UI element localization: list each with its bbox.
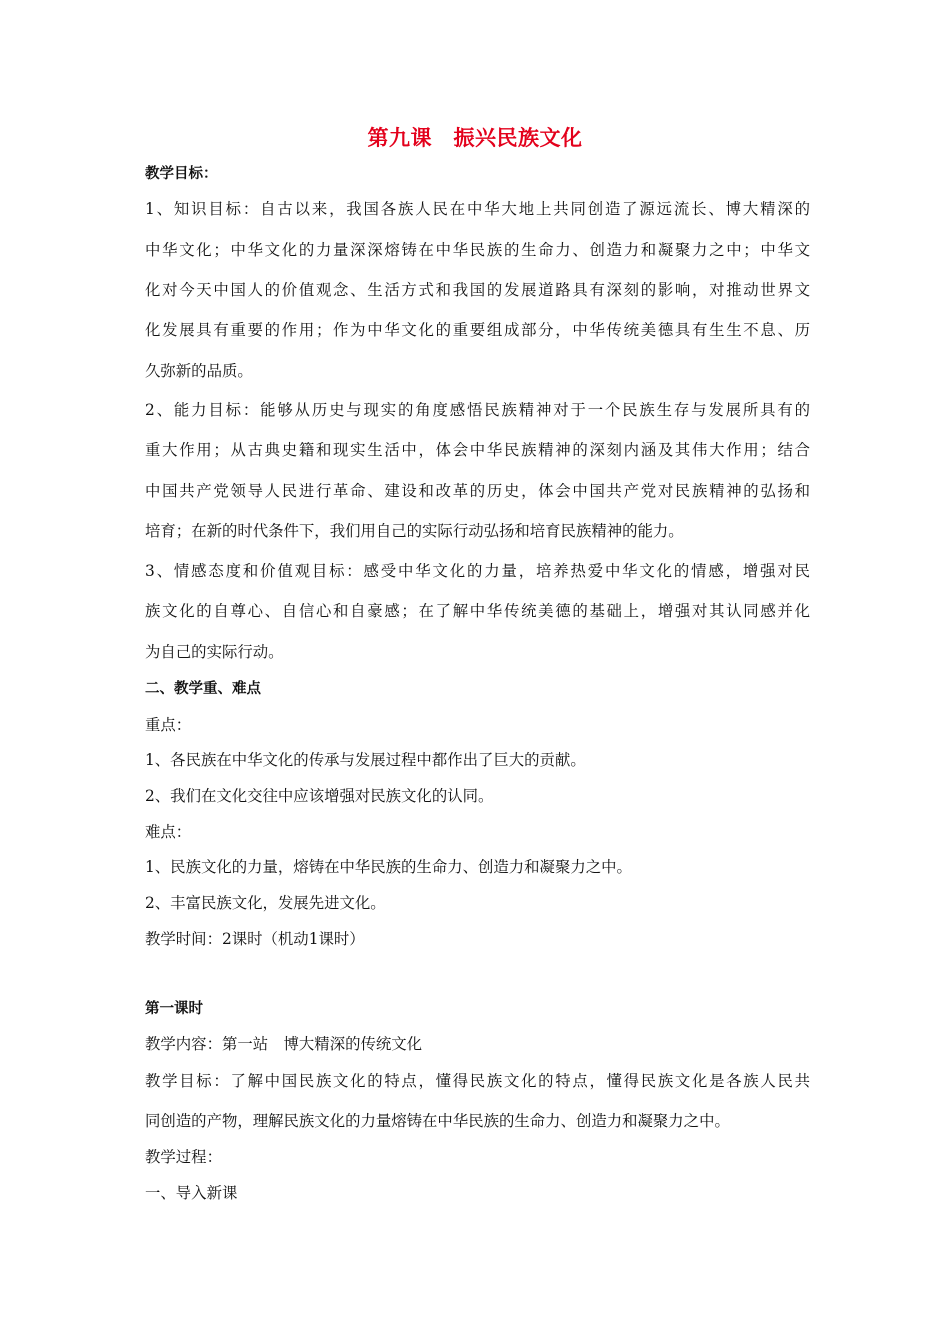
- paragraph-line: 一、导入新课: [145, 1184, 238, 1202]
- paragraph-line: 难点：: [145, 823, 192, 841]
- section-heading-key-points: 二、教学重、难点: [145, 681, 261, 697]
- paragraph-line: 培育；在新的时代条件下，我们用自己的实际行动弘扬和培育民族精神的能力。: [145, 522, 684, 540]
- paragraph-line: 重大作用；从古典史籍和现实生活中，体会中华民族精神的深刻内涵及其伟大作用；结合: [145, 441, 810, 459]
- paragraph-line: 久弥新的品质。: [145, 362, 253, 380]
- lesson-title: 第九课 振兴民族文化: [367, 126, 583, 150]
- paragraph-line: 1、知识目标：自古以来，我国各族人民在中华大地上共同创造了源远流长、博大精深的: [145, 200, 810, 218]
- paragraph-line: 1、各民族在中华文化的传承与发展过程中都作出了巨大的贡献。: [145, 751, 586, 769]
- paragraph-line: 3、情感态度和价值观目标：感受中华文化的力量，培养热爱中华文化的情感，增强对民: [145, 562, 810, 580]
- paragraph-line: 2、能力目标：能够从历史与现实的角度感悟民族精神对于一个民族生存与发展所具有的: [145, 401, 810, 419]
- paragraph-line: 化发展具有重要的作用；作为中华文化的重要组成部分，中华传统美德具有生生不息、历: [145, 321, 810, 339]
- paragraph-line: 同创造的产物，理解民族文化的力量熔铸在中华民族的生命力、创造力和凝聚力之中。: [145, 1112, 730, 1130]
- section-heading-first-period: 第一课时: [145, 1001, 203, 1017]
- paragraph-line: 教学时间：2课时（机动1课时）: [145, 930, 365, 948]
- paragraph-line: 教学过程：: [145, 1148, 222, 1166]
- section-heading-objectives: 教学目标：: [145, 166, 218, 182]
- paragraph-line: 族文化的自尊心、自信心和自豪感；在了解中华传统美德的基础上，增强对其认同感并化: [145, 602, 810, 620]
- paragraph-line: 重点：: [145, 716, 192, 734]
- paragraph-line: 为自己的实际行动。: [145, 643, 284, 661]
- paragraph-line: 2、我们在文化交往中应该增强对民族文化的认同。: [145, 787, 494, 805]
- paragraph-line: 化对今天中国人的价值观念、生活方式和我国的发展道路具有深刻的影响，对推动世界文: [145, 281, 810, 299]
- paragraph-line: 中华文化；中华文化的力量深深熔铸在中华民族的生命力、创造力和凝聚力之中；中华文: [145, 241, 810, 259]
- paragraph-line: 中国共产党领导人民进行革命、建设和改革的历史，体会中国共产党对民族精神的弘扬和: [145, 482, 810, 500]
- paragraph-line: 教学内容：第一站 博大精深的传统文化: [145, 1035, 423, 1053]
- paragraph-line: 1、民族文化的力量，熔铸在中华民族的生命力、创造力和凝聚力之中。: [145, 858, 632, 876]
- paragraph-line: 教学目标：了解中国民族文化的特点，懂得民族文化的特点，懂得民族文化是各族人民共: [145, 1072, 810, 1090]
- paragraph-line: 2、丰富民族文化，发展先进文化。: [145, 894, 386, 912]
